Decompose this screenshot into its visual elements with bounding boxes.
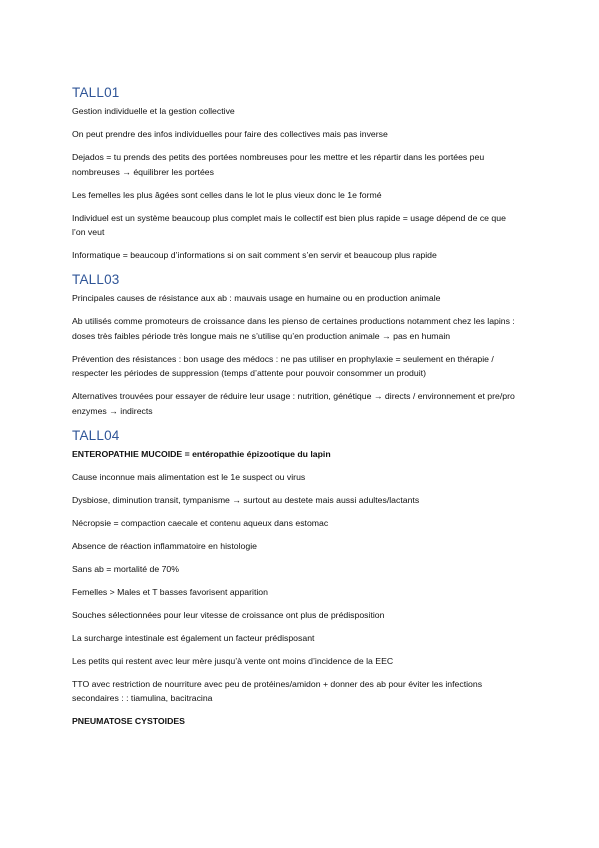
paragraph: Alternatives trouvées pour essayer de réduire leur usage : nutrition, génétique → directs / environnement et pre/pro enzymes → indirects [72,391,515,416]
subheading: PNEUMATOSE CYSTOIDES [72,716,185,726]
section-tall04 [72,427,520,729]
paragraph: Femelles > Males et T basses favorisent apparition [72,586,268,597]
paragraph: Principales causes de résistance aux ab : mauvais usage en humaine ou en production animale [72,293,441,303]
paragraph: Ab utilisés comme promoteurs de croissance dans les pienso de certaines productions notamment chez les lapins : doses très faibles période très longue mais ne s’utilise qu’en production animale → pas en humain [72,316,515,341]
paragraph: La surcharge intestinale est également un facteur prédisposant [72,632,315,643]
document-page [72,84,520,737]
paragraph: Informatique = beaucoup d’informations si on sait comment s’en servir et beaucoup plus rapide [72,250,437,260]
paragraph: Nécropsie = compaction caecale et contenu aqueux dans estomac [72,517,329,528]
paragraph: Individuel est un système beaucoup plus complet mais le collectif est bien plus rapide = usage dépend de ce que l’on veut [72,212,506,237]
paragraph: Les femelles les plus âgées sont celles dans le lot le plus vieux donc le 1e formé [72,189,382,200]
section-tall03 [72,271,520,418]
paragraph: On peut prendre des infos individuelles pour faire des collectives mais pas inverse [72,129,388,139]
section-heading: TALL01 [72,85,120,100]
subheading: ENTEROPATHIE MUCOIDE = entéropathie épizootique du lapin [72,448,331,459]
paragraph: Dejados = tu prends des petits des portées nombreuses pour les mettre et les répartir dans les portées peu nombreuses → équilibrer les portées [72,152,485,177]
paragraph: Les petits qui restent avec leur mère jusqu’à vente ont moins d’incidence de la EEC [72,655,394,666]
section-heading: TALL03 [72,272,120,287]
paragraph: Souches sélectionnées pour leur vitesse de croissance ont plus de prédisposition [72,609,385,620]
paragraph: Prévention des résistances : bon usage des médocs : ne pas utiliser en prophylaxie = seulement en thérapie / respecter les périodes de suppression (temps d’attente pour pouvoir consommer un produit) [72,353,494,378]
section-heading: TALL04 [72,427,120,443]
paragraph: Absence de réaction inflammatoire en histologie [72,540,257,551]
paragraph: Sans ab = mortalité de 70% [72,563,179,574]
paragraph: Cause inconnue mais alimentation est le 1e suspect ou virus [72,471,306,482]
paragraph: Dysbiose, diminution transit, tympanisme → surtout au destete mais aussi adultes/lactants [72,494,420,505]
paragraph: Gestion individuelle et la gestion collective [72,106,235,116]
paragraph: TTO avec restriction de nourriture avec peu de protéines/amidon + donner des ab pour éviter les infections secondaires : : tiamulina, bacitracina [72,678,483,703]
section-tall01 [72,84,520,263]
